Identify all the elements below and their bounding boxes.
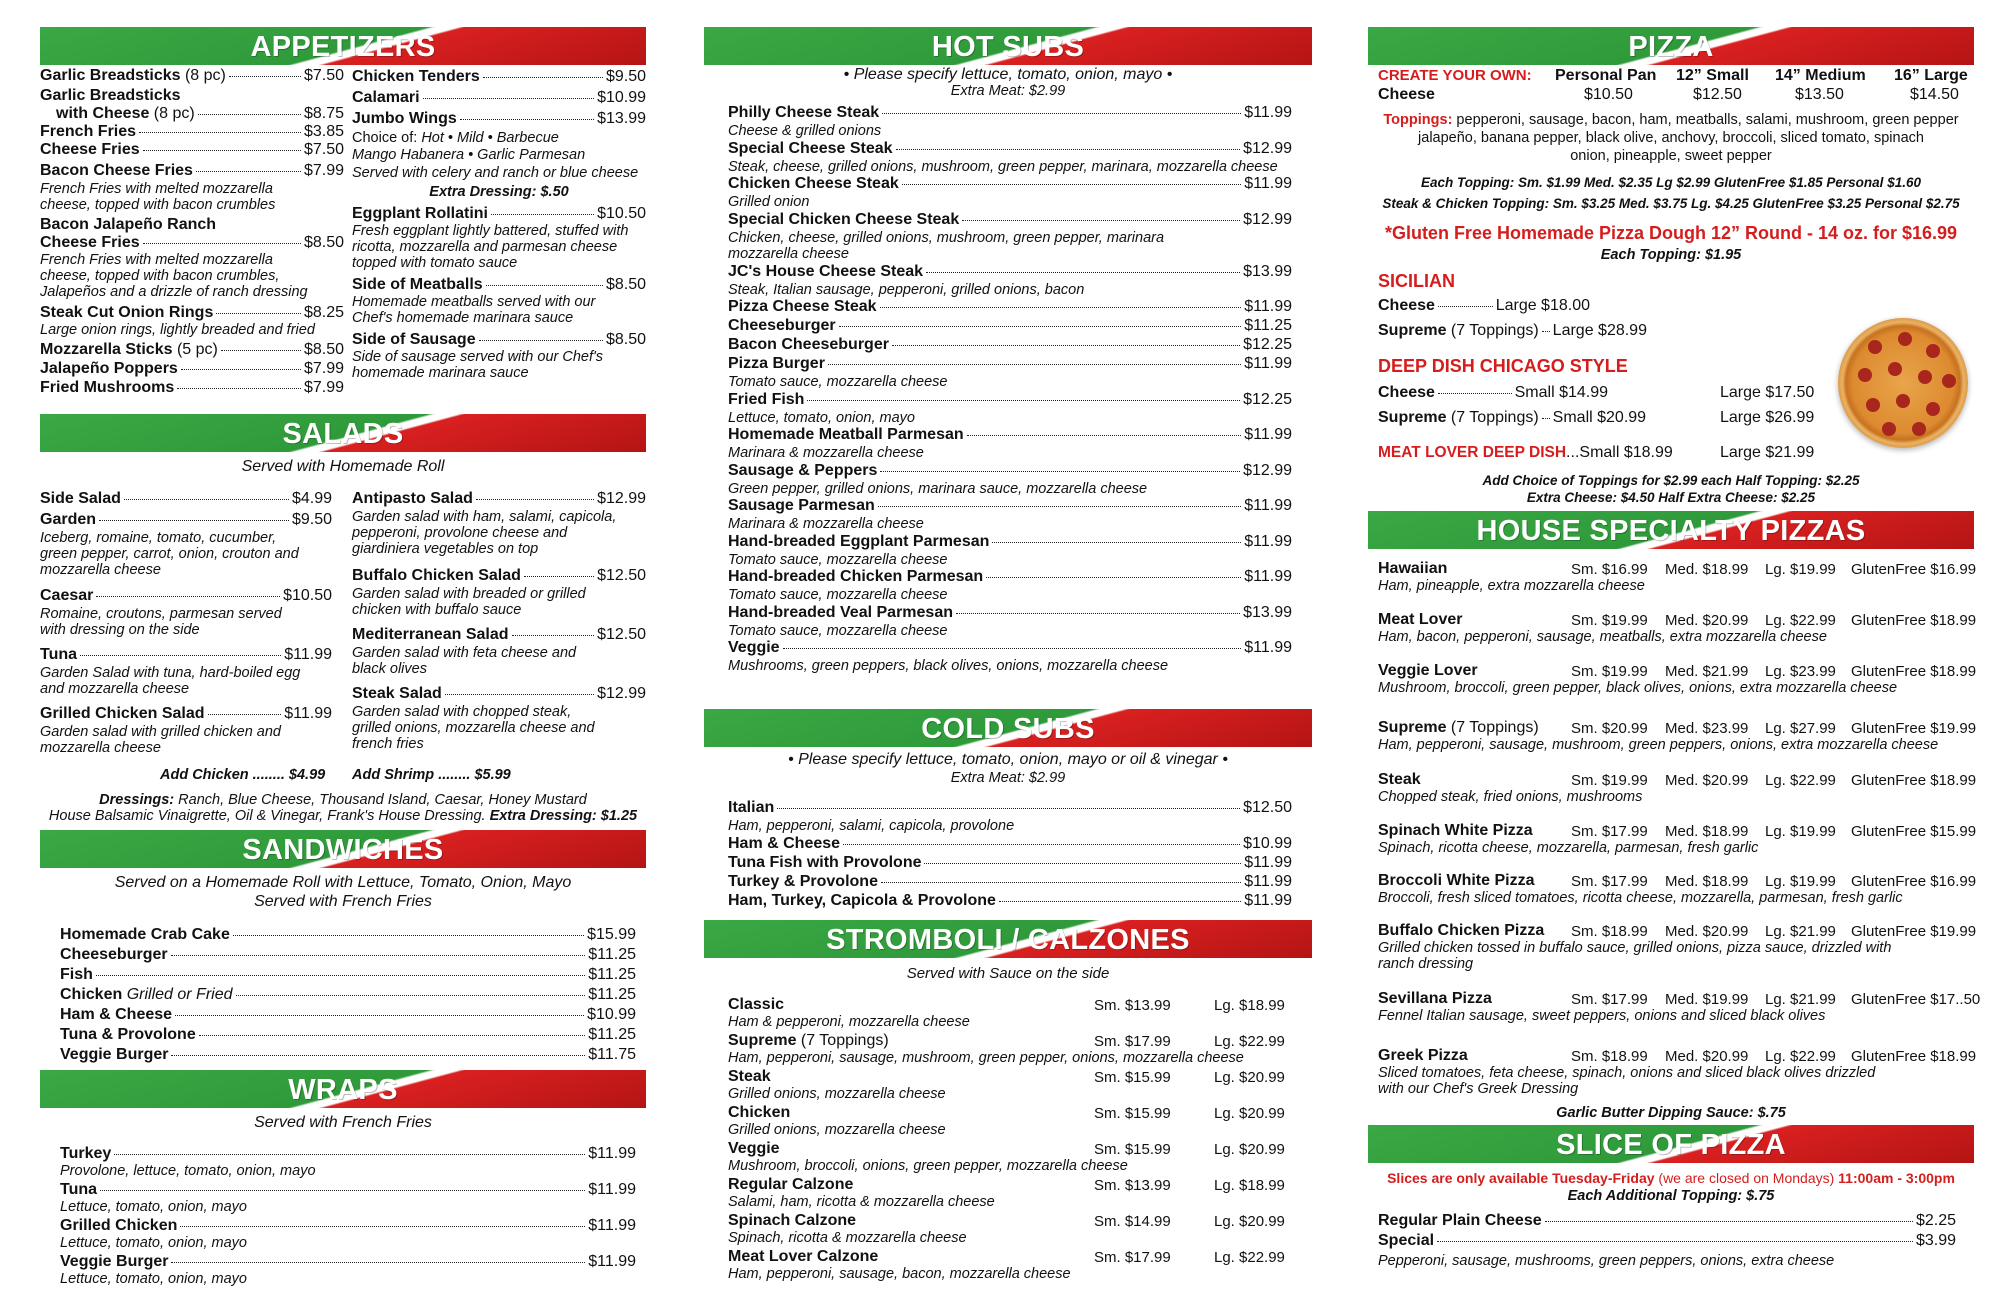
item-desc: mozzarella cheese <box>40 562 161 578</box>
menu-item: Regular Plain Cheese $2.25 <box>1378 1212 1956 1229</box>
item-desc: Lettuce, tomato, onion, mayo <box>60 1199 247 1215</box>
item-desc: green pepper, carrot, onion, crouton and <box>40 546 299 562</box>
item-desc: ranch dressing <box>1378 956 1474 972</box>
menu-item: Chicken Grilled or Fried $11.25 <box>60 986 636 1003</box>
price-small: Sm. $17.99 <box>1094 1249 1171 1266</box>
item-desc: Tomato sauce, mozzarella cheese <box>728 622 948 639</box>
menu-item-name: Bacon Jalapeño Ranch <box>40 216 217 233</box>
menu-item: Side Salad $4.99 <box>40 490 332 507</box>
item-desc: Ham, bacon, pepperoni, sausage, meatballs, extra mozzarella cheese <box>1378 629 1827 645</box>
price-sm: Sm. $19.99 <box>1571 772 1648 789</box>
item-desc: Garden salad with ham, salami, capicola, <box>352 509 617 525</box>
item-desc: Chopped steak, fried onions, mushrooms <box>1378 789 1643 805</box>
steak-topping: Steak & Chicken Topping: Sm. $3.25 Med. $3.75 Lg. $4.25 GlutenFree $3.25 Personal $2.75 <box>1382 196 1960 211</box>
item-desc: Garden Salad with tuna, hard-boiled egg <box>40 665 301 681</box>
item-desc: topped with tomato sauce <box>352 255 518 271</box>
item-desc: Large onion rings, lightly breaded and fried <box>40 322 315 338</box>
menu-item: Turkey & Provolone $11.99 <box>728 872 1292 890</box>
item-desc: Ham, pepperoni, sausage, mushroom, green peppers, onions, extra mozzarella cheese <box>1378 737 1939 753</box>
menu-item-name: Veggie Lover <box>1378 662 1478 679</box>
menu-item: Veggie Burger $11.75 <box>60 1046 636 1063</box>
price-gf: GlutenFree $16.99 <box>1851 873 1977 890</box>
dd-cheese-large: Large $17.50 <box>1720 384 1815 401</box>
menu-item: Hand-breaded Chicken Parmesan $11.99 <box>728 568 1292 585</box>
menu-item: Philly Cheese Steak $11.99 <box>728 104 1292 121</box>
price-small: Sm. $14.99 <box>1094 1213 1171 1230</box>
item-desc: Green pepper, grilled onions, marinara sauce, mozzarella cheese <box>728 480 1148 497</box>
extra-dressing: Extra Dressing: $.50 <box>429 184 569 200</box>
item-desc: and mozzarella cheese <box>40 681 190 697</box>
item-desc: Salami, ham, ricotta & mozzarella cheese <box>728 1194 995 1210</box>
price-large: Lg. $22.99 <box>1214 1033 1285 1050</box>
salads-banner <box>40 414 646 452</box>
menu-item: Pizza Burger $11.99 <box>728 355 1292 372</box>
menu-item-name: Classic <box>728 996 785 1013</box>
item-desc: Lettuce, tomato, onion, mayo <box>60 1235 247 1251</box>
item-desc: Side of sausage served with our Chef's <box>352 349 604 365</box>
menu-item: Garden $9.50 <box>40 511 332 528</box>
item-desc: with our Chef's Greek Dressing <box>1378 1081 1579 1097</box>
item-desc: cheese, topped with bacon crumbles, <box>40 268 280 284</box>
size-personal: Personal Pan <box>1555 67 1657 84</box>
cold-subs-specify: • Please specify lettuce, tomato, onion, mayo or oil & vinegar • <box>788 751 1228 768</box>
menu-item: Steak Cut Onion Rings $8.25 <box>40 304 344 321</box>
price-lg: Lg. $22.99 <box>1765 772 1836 789</box>
item-desc: mozzarella cheese <box>728 246 849 262</box>
size-large: 16” Large <box>1894 67 1968 84</box>
item-desc: Garden salad with chopped steak, <box>352 704 572 720</box>
section-title: SALADS <box>282 418 404 450</box>
item-desc: Grilled chicken tossed in buffalo sauce, grilled onions, pizza sauce, drizzled with <box>1378 940 1892 956</box>
price-large: Lg. $20.99 <box>1214 1105 1285 1122</box>
item-desc: Provolone, lettuce, tomato, onion, mayo <box>60 1163 316 1179</box>
price-sm: Sm. $17.99 <box>1571 991 1648 1008</box>
section-title: HOUSE SPECIALTY PIZZAS <box>1476 515 1866 547</box>
item-desc: Tomato sauce, mozzarella cheese <box>728 374 948 390</box>
menu-item-name: Broccoli White Pizza <box>1378 872 1535 889</box>
menu-item-name: Supreme (7 Toppings) <box>1378 719 1539 736</box>
menu-item: Homemade Meatball Parmesan $11.99 <box>728 426 1292 443</box>
price-sm: Sm. $19.99 <box>1571 663 1648 680</box>
house-specialty-banner <box>1368 511 1974 549</box>
item-desc: Steak, Italian sausage, pepperoni, grilled onions, bacon <box>728 281 1085 298</box>
gf-each-topping: Each Topping: $1.95 <box>1600 247 1742 263</box>
item-desc: Lettuce, tomato, onion, mayo <box>728 409 915 426</box>
menu-item: Cheese Fries $8.50 <box>40 234 344 251</box>
item-desc: ricotta, mozzarella and parmesan cheese <box>352 239 618 255</box>
menu-item: Antipasto Salad $12.99 <box>352 490 646 507</box>
menu-item-name: Steak <box>1378 771 1421 788</box>
menu-item: Special Chicken Cheese Steak $12.99 <box>728 210 1292 228</box>
item-desc: chicken with buffalo sauce <box>352 602 522 618</box>
price-sm: Sm. $17.99 <box>1571 823 1648 840</box>
each-topping: Each Topping: Sm. $1.99 Med. $2.35 Lg $2.99 GlutenFree $1.85 Personal $1.60 <box>1421 175 1921 190</box>
menu-item: French Fries $3.85 <box>40 123 344 140</box>
menu-item-name: Sevillana Pizza <box>1378 990 1492 1007</box>
price-small: Sm. $13.99 <box>1094 997 1171 1014</box>
item-desc: Garden salad with feta cheese and <box>352 645 577 661</box>
menu-item: Fried Mushrooms $7.99 <box>40 379 344 396</box>
section-title: APPETIZERS <box>250 31 436 63</box>
item-desc: Romaine, croutons, parmesan served <box>40 606 282 622</box>
item-desc: Grilled onions, mozzarella cheese <box>728 1122 946 1138</box>
item-desc: Chef's homemade marinara sauce <box>352 310 574 326</box>
menu-item: Sausage Parmesan $11.99 <box>728 497 1292 514</box>
menu-item-name: Supreme (7 Toppings) <box>728 1032 889 1049</box>
item-desc: Spinach, ricotta cheese, mozzarella, parmesan, fresh garlic <box>1378 840 1759 856</box>
item-desc: Steak, cheese, grilled onions, mushroom, green pepper, marinara, mozzarella cheese <box>728 158 1278 175</box>
add-choice: Add Choice of Toppings for $2.99 each Half Topping: $2.25 <box>1482 473 1860 488</box>
stromboli-banner <box>704 920 1312 958</box>
price-med: Med. $20.99 <box>1665 772 1749 789</box>
wraps-served: Served with French Fries <box>254 1114 432 1131</box>
slice-each-topping: Each Additional Topping: $.75 <box>1567 1188 1775 1204</box>
item-desc: black olives <box>352 661 427 677</box>
toppings: Toppings: pepperoni, sausage, bacon, ham, meatballs, salami, mushroom, green pepper <box>1383 112 1959 128</box>
price-large: Lg. $18.99 <box>1214 997 1285 1014</box>
item-desc: french fries <box>352 736 424 752</box>
item-desc: Mushroom, broccoli, green pepper, black olives, onions, extra mozzarella cheese <box>1378 680 1898 696</box>
gluten-free: *Gluten Free Homemade Pizza Dough 12” Round - 14 oz. for $16.99 <box>1384 223 1958 243</box>
cheese-label: Cheese <box>1378 86 1435 103</box>
price-personal: $10.50 <box>1584 86 1633 103</box>
item-desc: mozzarella cheese <box>40 740 161 756</box>
menu-item-name: Hawaiian <box>1378 560 1448 577</box>
item-desc: Marinara & mozzarella cheese <box>728 445 924 461</box>
price-gf: GlutenFree $18.99 <box>1851 612 1977 629</box>
price-large: Lg. $22.99 <box>1214 1249 1285 1266</box>
section-title: WRAPS <box>288 1074 398 1106</box>
price-sm: Sm. $16.99 <box>1571 561 1648 578</box>
section-title: SLICE OF PIZZA <box>1556 1129 1786 1161</box>
price-gf: GlutenFree $18.99 <box>1851 1048 1977 1065</box>
meat-lover-dd-large: Large $21.99 <box>1720 444 1815 461</box>
menu-item: Tuna & Provolone $11.25 <box>60 1026 636 1043</box>
dd-supreme-large: Large $26.99 <box>1720 409 1815 426</box>
menu-item: Bacon Cheeseburger $12.25 <box>728 336 1292 353</box>
section-title: PIZZA <box>1628 31 1714 63</box>
item-desc: Grilled onion <box>728 194 810 210</box>
menu-item-name: Spinach Calzone <box>728 1212 857 1229</box>
add-chicken: Add Chicken ........ $4.99 <box>160 767 326 783</box>
price-gf: GlutenFree $15.99 <box>1851 823 1977 840</box>
item-desc: Garden salad with grilled chicken and <box>40 724 281 740</box>
menu-item: Chicken Tenders $9.50 <box>352 68 646 85</box>
menu-item-name: Meat Lover <box>1378 611 1463 628</box>
item-desc: Fresh eggplant lightly battered, stuffed with <box>352 223 629 239</box>
item-desc: Tomato sauce, mozzarella cheese <box>728 587 948 603</box>
item-desc: Fennel Italian sausage, sweet peppers, onions and sliced black olives <box>1378 1008 1826 1024</box>
price-large: Lg. $18.99 <box>1214 1177 1285 1194</box>
menu-item: Mozzarella Sticks (5 pc) $8.50 <box>40 341 344 358</box>
price-small: Sm. $15.99 <box>1094 1069 1171 1086</box>
price-med: Med. $20.99 <box>1665 923 1749 940</box>
menu-item: Fish $11.25 <box>60 966 636 983</box>
menu-item: Caesar $10.50 <box>40 587 332 604</box>
menu-item: Eggplant Rollatini $10.50 <box>352 205 646 222</box>
item-desc: Served with celery and ranch or blue cheese <box>352 165 639 181</box>
item-desc: Mango Habanera • Garlic Parmesan <box>352 147 586 163</box>
price-large: Lg. $20.99 <box>1214 1069 1285 1086</box>
menu-item: Cheese Small $14.99 <box>1378 384 1608 401</box>
item-desc: Iceberg, romaine, tomato, cucumber, <box>40 530 277 546</box>
menu-item: Special Cheese Steak $12.99 <box>728 139 1292 157</box>
menu-item-name: Chicken <box>728 1104 791 1121</box>
price-sm: Sm. $18.99 <box>1571 923 1648 940</box>
price-med: Med. $18.99 <box>1665 873 1749 890</box>
price-lg: Lg. $22.99 <box>1765 612 1836 629</box>
menu-item: Hand-breaded Veal Parmesan $13.99 <box>728 603 1292 621</box>
price-med: Med. $23.99 <box>1665 720 1749 737</box>
item-desc: Ham & pepperoni, mozzarella cheese <box>728 1014 970 1030</box>
item-desc: Ham, pepperoni, sausage, mushroom, green pepper, onions, mozzarella cheese <box>728 1050 1244 1066</box>
cold-subs-extra-meat: Extra Meat: $2.99 <box>950 770 1066 786</box>
menu-item: Grilled Chicken Salad $11.99 <box>40 705 332 722</box>
price-gf: GlutenFree $16.99 <box>1851 561 1977 578</box>
item-desc: with dressing on the side <box>40 622 200 638</box>
price-sm: Sm. $20.99 <box>1571 720 1648 737</box>
price-med: Med. $18.99 <box>1665 823 1749 840</box>
menu-item-name: Buffalo Chicken Pizza <box>1378 922 1545 939</box>
item-desc: Ham, pepperoni, sausage, bacon, mozzarella cheese <box>728 1266 1071 1282</box>
pizza-photo <box>1838 318 1968 448</box>
garlic-butter: Garlic Butter Dipping Sauce: $.75 <box>1556 1105 1786 1121</box>
price-large: $14.50 <box>1910 86 1959 103</box>
menu-item-name: Greek Pizza <box>1378 1047 1468 1064</box>
price-lg: Lg. $19.99 <box>1765 823 1836 840</box>
price-gf: GlutenFree $17..50 <box>1851 991 1981 1008</box>
hot-subs-specify: • Please specify lettuce, tomato, onion, mayo • <box>843 66 1173 83</box>
item-desc: Ham, pepperoni, salami, capicola, provolone <box>728 818 1015 834</box>
menu-item: Cheeseburger $11.25 <box>728 317 1292 334</box>
price-small: Sm. $13.99 <box>1094 1177 1171 1194</box>
appetizers-banner <box>40 27 646 65</box>
item-desc: Cheese & grilled onions <box>728 123 882 139</box>
price-med: Med. $20.99 <box>1665 1048 1749 1065</box>
menu-item: Supreme (7 Toppings) Large $28.99 <box>1378 322 1647 339</box>
item-desc: pepperoni, provolone cheese and <box>352 525 568 541</box>
menu-item: Garlic Breadsticks (8 pc) $7.50 <box>40 67 344 84</box>
price-lg: Lg. $23.99 <box>1765 663 1836 680</box>
item-desc: Pepperoni, sausage, mushrooms, green peppers, onions, extra cheese <box>1378 1253 1835 1269</box>
price-sm: Sm. $19.99 <box>1571 612 1648 629</box>
menu-item: Steak Salad $12.99 <box>352 685 646 702</box>
menu-item-name: Garlic Breadsticks <box>40 87 181 104</box>
extra-cheese: Extra Cheese: $4.50 Half Extra Cheese: $2.25 <box>1526 490 1816 505</box>
wraps-banner <box>40 1070 646 1108</box>
dressings: House Balsamic Vinaigrette, Oil & Vinegar, Frank's House Dressing. Extra Dressing: $1.25 <box>48 808 638 824</box>
deep-dish-heading: DEEP DISH CHICAGO STYLE <box>1378 356 1628 376</box>
item-desc: Tomato sauce, mozzarella cheese <box>728 551 948 568</box>
item-desc: Marinara & mozzarella cheese <box>728 516 924 532</box>
section-title: COLD SUBS <box>921 713 1095 745</box>
item-desc: Garden salad with breaded or grilled <box>352 586 586 602</box>
menu-item: Sausage & Peppers $12.99 <box>728 461 1292 479</box>
price-gf: GlutenFree $18.99 <box>1851 772 1977 789</box>
price-medium: $13.50 <box>1795 86 1844 103</box>
hot-subs-extra-meat: Extra Meat: $2.99 <box>950 83 1066 99</box>
menu-item: JC's House Cheese Steak $13.99 <box>728 262 1292 280</box>
menu-item: Cheeseburger $11.25 <box>60 946 636 963</box>
menu-item-name: Steak <box>728 1068 771 1085</box>
menu-item: Italian $12.50 <box>728 799 1292 816</box>
price-lg: Lg. $21.99 <box>1765 991 1836 1008</box>
item-desc: homemade marinara sauce <box>352 365 529 381</box>
salads-served: Served with Homemade Roll <box>241 458 445 475</box>
item-desc: Broccoli, fresh sliced tomatoes, ricotta cheese, mozzarella, parmesan, fresh garlic <box>1378 890 1903 906</box>
item-desc: Jalapeños and a drizzle of ranch dressing <box>40 284 308 300</box>
item-desc: grilled onions, mozzarella cheese and <box>352 720 595 736</box>
menu-item: Chicken Cheese Steak $11.99 <box>728 175 1292 192</box>
item-desc: cheese, topped with bacon crumbles <box>40 197 276 213</box>
item-desc: Lettuce, tomato, onion, mayo <box>60 1271 247 1287</box>
price-small: Sm. $15.99 <box>1094 1105 1171 1122</box>
menu-item: Veggie $11.99 <box>728 639 1292 656</box>
item-desc: Spinach, ricotta & mozzarella cheese <box>728 1230 967 1246</box>
menu-item: Bacon Cheese Fries $7.99 <box>40 162 344 179</box>
price-med: Med. $19.99 <box>1665 991 1749 1008</box>
price-large: Lg. $20.99 <box>1214 1141 1285 1158</box>
menu-item: Veggie Burger $11.99 <box>60 1253 636 1270</box>
menu-item: Cheese Large $18.00 <box>1378 297 1590 314</box>
size-medium: 14” Medium <box>1775 67 1866 84</box>
price-sm: Sm. $18.99 <box>1571 1048 1648 1065</box>
menu-item-name: Regular Calzone <box>728 1176 854 1193</box>
price-med: Med. $18.99 <box>1665 561 1749 578</box>
price-lg: Lg. $22.99 <box>1765 1048 1836 1065</box>
cold-subs-banner <box>704 709 1312 747</box>
sandwiches-banner <box>40 830 646 868</box>
item-desc: Ham, pineapple, extra mozzarella cheese <box>1378 578 1645 594</box>
stromboli-served: Served with Sauce on the side <box>906 965 1110 982</box>
price-med: Med. $20.99 <box>1665 612 1749 629</box>
menu-item: Ham & Cheese $10.99 <box>60 1006 636 1023</box>
menu-item: Jumbo Wings $13.99 <box>352 110 646 127</box>
price-small: Sm. $15.99 <box>1094 1141 1171 1158</box>
menu-item: Tuna $11.99 <box>40 646 332 663</box>
menu-item: Calamari $10.99 <box>352 89 646 106</box>
item-desc: Homemade meatballs served with our <box>352 294 596 310</box>
add-shrimp: Add Shrimp ........ $5.99 <box>352 767 511 783</box>
create-your-own: CREATE YOUR OWN: <box>1378 67 1532 84</box>
menu-item: Fried Fish $12.25 <box>728 390 1292 408</box>
menu-item: Hand-breaded Eggplant Parmesan $11.99 <box>728 532 1292 550</box>
menu-item: Turkey $11.99 <box>60 1145 636 1162</box>
menu-item: Supreme (7 Toppings) Small $20.99 <box>1378 409 1647 426</box>
menu-item: Homemade Crab Cake $15.99 <box>60 926 636 943</box>
menu-item-name: Meat Lover Calzone <box>728 1248 879 1265</box>
sandwiches-served: Served with French Fries <box>254 893 432 910</box>
slice-availability: Slices are only available Tuesday-Friday (we are closed on Mondays) 11:00am - 3:00pm <box>1387 1170 1955 1186</box>
price-large: Lg. $20.99 <box>1214 1213 1285 1230</box>
menu-item: Grilled Chicken $11.99 <box>60 1217 636 1234</box>
section-title: SANDWICHES <box>242 834 444 866</box>
pizza-banner <box>1368 27 1974 65</box>
toppings: jalapeño, banana pepper, black olive, anchovy, broccoli, sliced tomato, spinach <box>1418 130 1924 146</box>
price-lg: Lg. $19.99 <box>1765 561 1836 578</box>
item-desc: Mushroom, broccoli, onions, green pepper, mozzarella cheese <box>728 1158 1128 1174</box>
menu-item-name: Spinach White Pizza <box>1378 822 1533 839</box>
menu-item-name: Veggie <box>728 1140 780 1157</box>
menu-item: Buffalo Chicken Salad $12.50 <box>352 567 646 584</box>
dressings: Dressings: Ranch, Blue Cheese, Thousand Island, Caesar, Honey Mustard <box>99 792 587 808</box>
menu-item: Tuna $11.99 <box>60 1181 636 1198</box>
menu-item: Special $3.99 <box>1378 1232 1956 1249</box>
menu-item: Ham & Cheese $10.99 <box>728 834 1292 852</box>
menu-item: Side of Sausage $8.50 <box>352 331 646 348</box>
meat-lover-dd: MEAT LOVER DEEP DISH...Small $18.99 <box>1378 444 1673 461</box>
item-desc: French Fries with melted mozzarella <box>40 252 273 268</box>
item-desc: Chicken, cheese, grilled onions, mushroom, green pepper, marinara <box>728 229 1165 246</box>
price-lg: Lg. $19.99 <box>1765 873 1836 890</box>
item-desc: French Fries with melted mozzarella <box>40 181 273 197</box>
hot-subs-banner <box>704 27 1312 65</box>
sandwiches-served: Served on a Homemade Roll with Lettuce, Tomato, Onion, Mayo <box>114 874 572 891</box>
price-lg: Lg. $27.99 <box>1765 720 1836 737</box>
price-gf: GlutenFree $19.99 <box>1851 923 1977 940</box>
item-desc: giardiniera vegetables on top <box>352 541 539 557</box>
price-small: Sm. $17.99 <box>1094 1033 1171 1050</box>
sicilian-heading: SICILIAN <box>1378 271 1456 291</box>
price-gf: GlutenFree $19.99 <box>1851 720 1977 737</box>
item-desc: Mushrooms, green peppers, black olives, onions, mozzarella cheese <box>728 658 1169 674</box>
size-small: 12” Small <box>1676 67 1749 84</box>
wing-choices: Choice of: Hot • Mild • Barbecue <box>352 130 559 146</box>
price-med: Med. $21.99 <box>1665 663 1749 680</box>
slice-banner <box>1368 1125 1974 1163</box>
item-desc: Sliced tomatoes, feta cheese, spinach, onions and sliced black olives drizzled <box>1378 1065 1876 1081</box>
section-title: HOT SUBS <box>931 31 1085 63</box>
toppings: onion, pineapple, sweet pepper <box>1570 148 1772 164</box>
menu-item: Pizza Cheese Steak $11.99 <box>728 298 1292 315</box>
menu-item: with Cheese (8 pc) $8.75 <box>56 105 344 122</box>
menu-item: Jalapeño Poppers $7.99 <box>40 360 344 377</box>
menu-item: Tuna Fish with Provolone $11.99 <box>728 853 1292 871</box>
price-lg: Lg. $21.99 <box>1765 923 1836 940</box>
price-sm: Sm. $17.99 <box>1571 873 1648 890</box>
menu-item: Cheese Fries $7.50 <box>40 141 344 158</box>
menu-item: Mediterranean Salad $12.50 <box>352 626 646 643</box>
section-title: STROMBOLI / CALZONES <box>826 924 1190 956</box>
menu-item: Side of Meatballs $8.50 <box>352 276 646 293</box>
menu-item: Ham, Turkey, Capicola & Provolone $11.99 <box>728 891 1292 909</box>
price-gf: GlutenFree $18.99 <box>1851 663 1977 680</box>
item-desc: Grilled onions, mozzarella cheese <box>728 1086 946 1102</box>
price-small: $12.50 <box>1693 86 1742 103</box>
